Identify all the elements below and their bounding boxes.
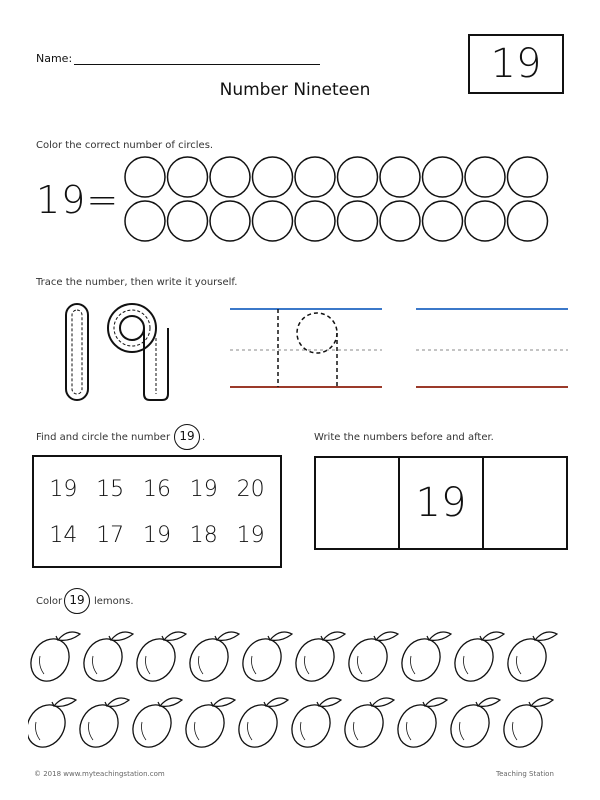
- find-circled-number: 19: [174, 424, 200, 450]
- count-circle[interactable]: [253, 157, 293, 197]
- count-circle[interactable]: [338, 157, 378, 197]
- lemon[interactable]: [443, 698, 500, 754]
- lemon[interactable]: [390, 698, 447, 754]
- lemon[interactable]: [125, 698, 182, 754]
- count-circle[interactable]: [508, 157, 548, 197]
- lemon[interactable]: [496, 698, 553, 754]
- traceable-number-outline: [60, 298, 180, 408]
- count-circle[interactable]: [338, 201, 378, 241]
- color-instruction-start: Color: [36, 596, 63, 607]
- lemon[interactable]: [500, 632, 557, 688]
- lemon[interactable]: [341, 632, 398, 688]
- count-circle[interactable]: [210, 157, 250, 197]
- lemon[interactable]: [182, 632, 239, 688]
- find-row-1: [34, 477, 280, 502]
- page-title: Number Nineteen: [219, 80, 371, 100]
- find-instruction: Find and circle the number: [36, 432, 171, 443]
- circle-grid: [124, 155, 564, 245]
- color-instruction-end: lemons.: [94, 596, 134, 607]
- name-line[interactable]: [74, 64, 320, 65]
- middle-cell: 19: [400, 458, 484, 548]
- sequence-box: [314, 456, 568, 550]
- find-number[interactable]: 18: [189, 523, 218, 548]
- count-circle[interactable]: [423, 157, 463, 197]
- count-circle[interactable]: [295, 157, 335, 197]
- count-circle[interactable]: [295, 201, 335, 241]
- count-circle[interactable]: [125, 201, 165, 241]
- footer-copyright: © 2018 www.myteachingstation.com: [34, 770, 165, 778]
- count-circle[interactable]: [125, 157, 165, 197]
- lemon[interactable]: [284, 698, 341, 754]
- lemon[interactable]: [394, 632, 451, 688]
- count-circle[interactable]: [210, 201, 250, 241]
- find-number[interactable]: 19: [142, 523, 171, 548]
- writing-lines[interactable]: [220, 295, 580, 395]
- sequence-instruction: Write the numbers before and after.: [314, 432, 494, 443]
- lemon-grid: [28, 620, 568, 760]
- lemon[interactable]: [76, 632, 133, 688]
- find-period: .: [202, 432, 206, 443]
- after-cell[interactable]: [484, 458, 566, 548]
- lemon[interactable]: [447, 632, 504, 688]
- count-circle[interactable]: [380, 157, 420, 197]
- find-number[interactable]: 14: [49, 523, 78, 548]
- count-circle[interactable]: [168, 157, 208, 197]
- lemon[interactable]: [231, 698, 288, 754]
- lemon[interactable]: [288, 632, 345, 688]
- number-box-value: 19: [490, 41, 542, 87]
- find-row-2: [34, 523, 280, 548]
- color-circled-number: 19: [64, 588, 90, 614]
- count-circle[interactable]: [380, 201, 420, 241]
- trace-instruction: Trace the number, then write it yourself.: [36, 277, 238, 288]
- before-cell[interactable]: [316, 458, 400, 548]
- find-number-box: [32, 455, 282, 568]
- count-circle[interactable]: [168, 201, 208, 241]
- equation-label: 19=: [36, 178, 120, 222]
- lemon[interactable]: [72, 698, 129, 754]
- lemon[interactable]: [129, 632, 186, 688]
- lemon[interactable]: [28, 698, 76, 754]
- lemon[interactable]: [178, 698, 235, 754]
- footer-brand: Teaching Station: [496, 770, 554, 778]
- count-circle[interactable]: [465, 157, 505, 197]
- lemon[interactable]: [235, 632, 292, 688]
- find-number[interactable]: 19: [236, 523, 265, 548]
- count-circle[interactable]: [253, 201, 293, 241]
- number-box: [468, 34, 564, 94]
- lemon[interactable]: [337, 698, 394, 754]
- name-label: Name:: [36, 52, 73, 65]
- count-circle[interactable]: [508, 201, 548, 241]
- find-number[interactable]: 20: [236, 477, 265, 502]
- count-circle[interactable]: [423, 201, 463, 241]
- lemon[interactable]: [28, 632, 80, 688]
- count-instruction: Color the correct number of circles.: [36, 140, 214, 151]
- find-number[interactable]: 17: [96, 523, 125, 548]
- count-circle[interactable]: [465, 201, 505, 241]
- find-number[interactable]: 15: [96, 477, 125, 502]
- find-number[interactable]: 19: [49, 477, 78, 502]
- find-number[interactable]: 16: [142, 477, 171, 502]
- find-number[interactable]: 19: [189, 477, 218, 502]
